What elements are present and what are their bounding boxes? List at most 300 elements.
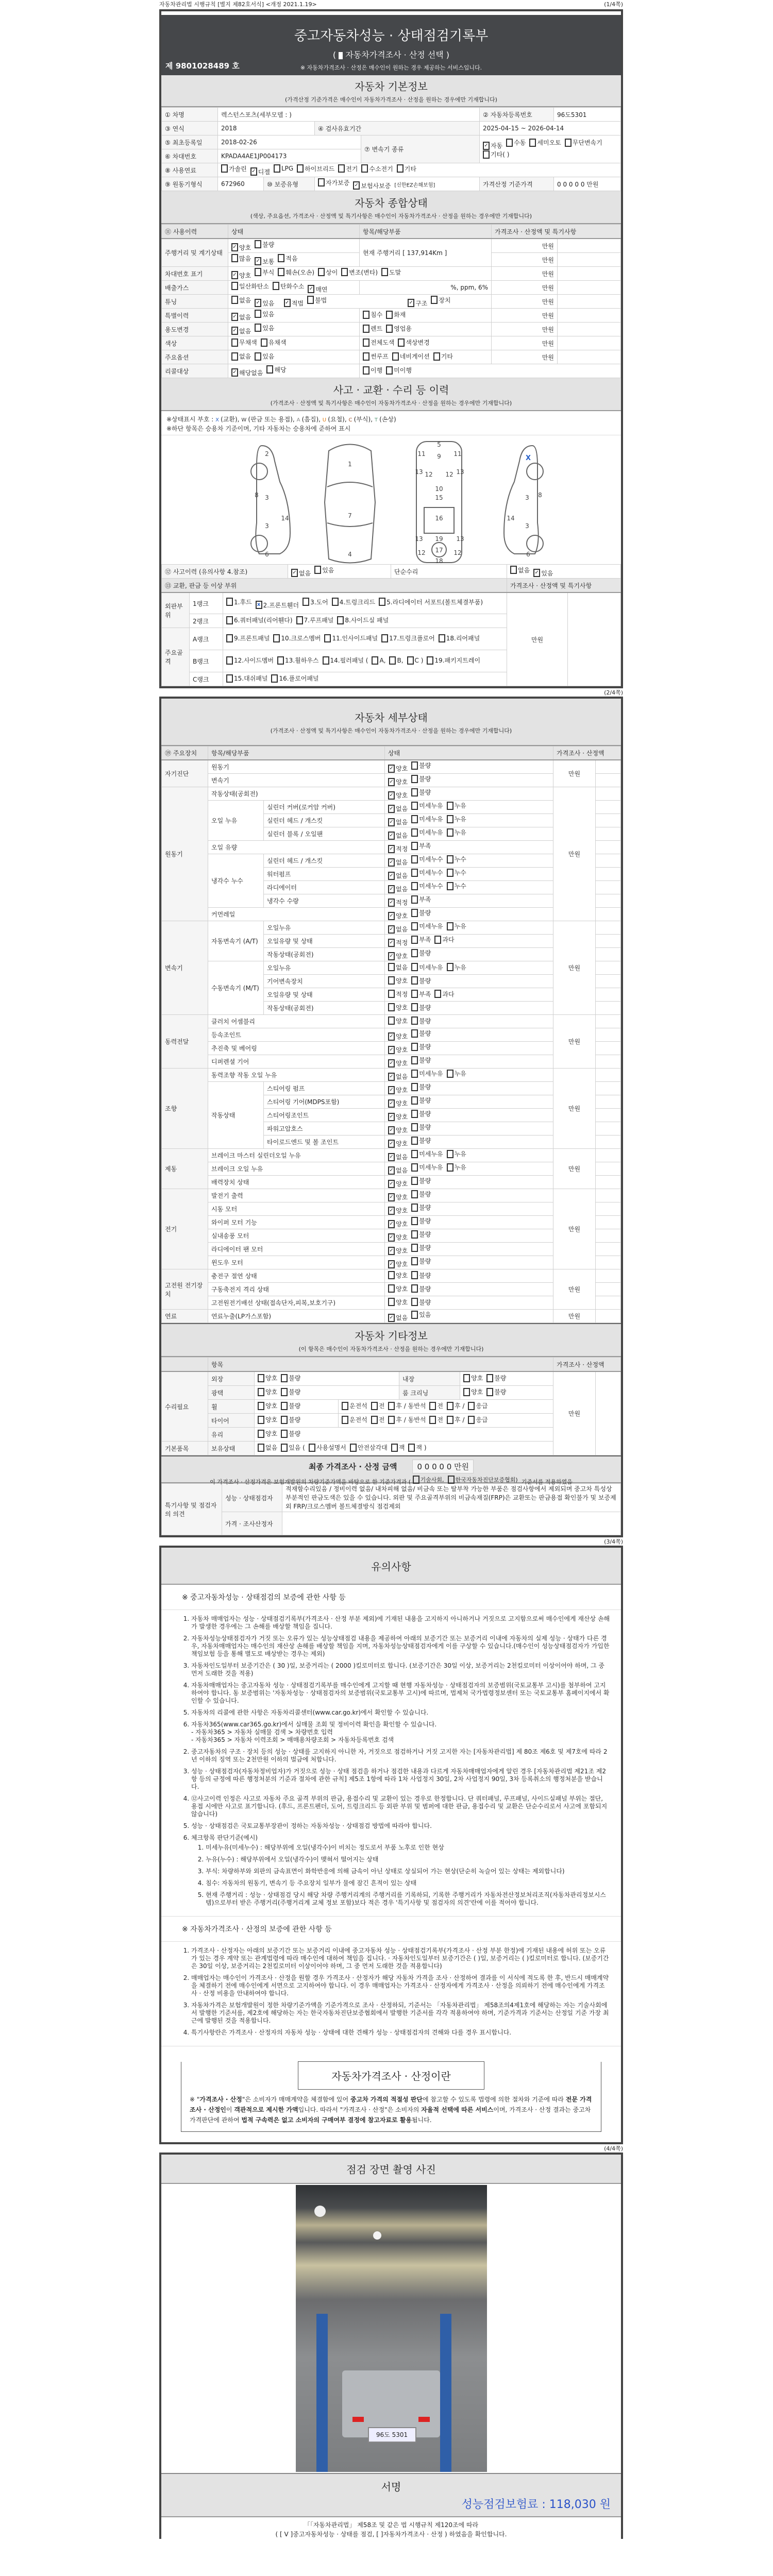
checkbox-option[interactable] [297, 164, 334, 173]
checkbox-option[interactable] [371, 1415, 385, 1424]
checkbox-option[interactable] [388, 844, 408, 853]
checkbox-option[interactable] [411, 1042, 431, 1051]
checkbox-option[interactable] [388, 831, 408, 840]
note-subitem: 3. 부식: 차량하부와 외판의 금속표면이 화학반응에 의해 금속이 아닌 상태로 상실되어 가는 현상(단순히 녹슬어 있는 상태는 제외합니다) [206, 1868, 611, 1875]
checkbox-option[interactable] [408, 1443, 426, 1452]
checkbox-option[interactable] [388, 1401, 426, 1410]
checkbox-option[interactable] [411, 895, 431, 904]
checkbox-option[interactable] [411, 1056, 431, 1064]
checkbox-option[interactable] [388, 963, 408, 972]
checkbox-icon [303, 598, 309, 606]
section-title: 유의사항 [371, 1560, 411, 1573]
checkbox-option[interactable] [231, 368, 263, 377]
checkbox-option[interactable] [278, 268, 314, 277]
checkbox-icon [411, 895, 418, 904]
checkbox-option[interactable] [388, 871, 408, 880]
checkbox-option[interactable] [255, 257, 274, 266]
checkbox-option[interactable] [397, 164, 416, 173]
option-label: 화재 [394, 311, 406, 319]
checkbox-option[interactable] [411, 1230, 431, 1239]
checkbox-option[interactable] [388, 1059, 408, 1067]
checkbox-option[interactable] [296, 616, 334, 624]
checkbox-option[interactable] [388, 791, 408, 800]
checkbox-option[interactable] [510, 566, 530, 574]
checkbox-icon [273, 634, 280, 642]
checkbox-option[interactable] [411, 788, 431, 796]
checkbox-option[interactable] [231, 296, 251, 304]
checkbox-option[interactable] [411, 922, 443, 930]
checkbox-icon [314, 566, 321, 574]
option-label: 양호 [396, 1234, 408, 1241]
status-options [385, 894, 553, 908]
checkbox-option[interactable] [388, 818, 408, 826]
checkbox-option[interactable] [468, 1415, 488, 1424]
checkbox-option[interactable] [361, 164, 393, 173]
checkbox-option[interactable] [388, 952, 408, 960]
checkbox-option[interactable] [388, 1139, 408, 1148]
checkbox-option[interactable] [363, 338, 394, 347]
checkbox-option[interactable] [429, 1401, 443, 1410]
checkbox-option[interactable] [231, 327, 251, 335]
checkbox-option[interactable] [281, 1429, 300, 1438]
col-price: 가격조사 · 산정액 및 특기사항 [492, 225, 621, 239]
checkbox-icon [318, 268, 325, 276]
label-rank-2: 2랭크 [190, 614, 223, 628]
checkbox-option[interactable] [277, 656, 318, 665]
checkbox-option[interactable] [388, 1415, 426, 1424]
checkbox-option[interactable] [338, 164, 358, 173]
option-label: 전 [437, 1402, 444, 1410]
checkbox-icon [411, 1043, 418, 1051]
checkbox-option[interactable] [231, 282, 269, 291]
checkbox-option[interactable] [350, 1443, 388, 1452]
checkbox-option[interactable] [408, 299, 427, 308]
checkbox-option[interactable] [411, 1298, 431, 1307]
checkbox-option[interactable] [342, 1401, 367, 1410]
checkbox-option[interactable] [434, 990, 454, 998]
option-label: 16.플로어패널 [279, 675, 319, 683]
option-label: 자동 [491, 142, 503, 150]
checkbox-option[interactable] [463, 1387, 483, 1396]
option-label: 후 / [455, 1402, 465, 1410]
checkbox-option[interactable] [411, 1136, 431, 1145]
checkbox-option[interactable] [258, 1387, 277, 1396]
note-text: 자동차가격은 보험개발원이 정한 차량기준가액을 기준가격으로 조사 · 산정하되, 기준서는 「자동차관리법」 제58조의4제1호에 해당하는 자는 기술사회에서 발행한 기준서를, 제2호에 해당하는 자는 한국자동차진단보증협회에서 발행한 기준서를 각각 적용하여야 하며, 기준가격과 기준서는 산정일 기준 가장 최근에 발행된 것을 적용합니다. [191, 2002, 609, 2024]
option-label: 14.필러패널 ( [330, 657, 368, 665]
detail-row [162, 1055, 621, 1069]
checkbox-option[interactable] [309, 1443, 346, 1452]
checkbox-icon [388, 963, 395, 971]
checkbox-option[interactable] [388, 858, 408, 867]
checkbox-option[interactable] [388, 976, 408, 985]
checkbox-option[interactable] [392, 352, 430, 361]
checkbox-option[interactable] [291, 569, 311, 578]
checkbox-icon [447, 802, 453, 810]
checkbox-option[interactable] [388, 1016, 408, 1025]
checkbox-option[interactable] [388, 1003, 408, 1012]
remark [558, 309, 621, 323]
checkbox-option[interactable] [388, 777, 408, 786]
checkbox-option[interactable] [411, 1216, 431, 1225]
checkbox-option[interactable] [388, 764, 408, 773]
checkbox-icon [226, 674, 233, 683]
checkbox-option[interactable] [318, 178, 349, 187]
checkbox-option[interactable] [411, 1257, 431, 1265]
checkbox-option[interactable] [411, 1069, 443, 1078]
checkbox-option[interactable] [258, 1415, 277, 1424]
option-label: 양호 [396, 1207, 408, 1214]
checkbox-option[interactable] [411, 774, 431, 783]
option-label: 후 / 동반석 [396, 1402, 426, 1410]
checkbox-option[interactable] [231, 271, 251, 280]
checkbox-option[interactable] [226, 598, 252, 606]
note-item [191, 1721, 611, 1744]
checkbox-option[interactable] [388, 1219, 408, 1228]
checkbox-option[interactable] [388, 1233, 408, 1242]
checkbox-option[interactable] [411, 1284, 431, 1293]
checkbox-icon [258, 1374, 264, 1382]
checkbox-option[interactable] [281, 1374, 300, 1382]
checkbox-option[interactable] [388, 1271, 408, 1280]
checkbox-option[interactable] [447, 1415, 464, 1424]
checkbox-option[interactable] [448, 1476, 518, 1484]
note-text: 자동차365(www.car365.go.kr)에서 실매물 조회 및 정비이력 확인을 확인할 수 있습니다. [191, 1721, 437, 1728]
checkbox-option[interactable] [388, 1246, 408, 1255]
checkbox-option[interactable] [372, 656, 385, 665]
checkbox-option[interactable] [255, 352, 274, 361]
checkbox-option[interactable] [388, 1166, 408, 1175]
checkbox-option[interactable] [434, 935, 454, 944]
checkbox-option[interactable] [463, 1374, 483, 1382]
checkbox-option[interactable] [371, 1401, 385, 1410]
notes-heading-price: ※ 자동차가격조사 · 산정의 보증에 관한 사항 등 [161, 1916, 621, 1942]
checkbox-option[interactable] [363, 366, 382, 375]
checkbox-option[interactable] [411, 815, 443, 823]
checkbox-option[interactable] [388, 1298, 408, 1307]
checkbox-option[interactable] [388, 911, 408, 920]
checkbox-option[interactable] [258, 1374, 277, 1382]
checkbox-option[interactable] [308, 285, 327, 294]
box-text-segment: 가격조사 · 산정 [199, 2096, 242, 2103]
option-label: 양호 [396, 765, 408, 772]
note-item [191, 1974, 611, 1997]
remark [596, 814, 621, 827]
checkbox-option[interactable] [363, 310, 382, 319]
checkbox-option[interactable] [388, 1099, 408, 1108]
checkbox-option[interactable] [250, 167, 270, 176]
checkbox-option[interactable] [447, 1401, 464, 1410]
checkbox-option[interactable] [483, 150, 509, 159]
checkbox-option[interactable] [226, 674, 267, 683]
item-label: 충전구 절연 상태 [208, 1269, 385, 1283]
option-label: 응급 [476, 1402, 488, 1410]
checkbox-option[interactable] [231, 352, 251, 361]
checkbox-option[interactable] [447, 828, 466, 837]
option-label: 불량 [419, 1043, 431, 1050]
checkbox-icon [281, 1388, 288, 1396]
checkbox-option[interactable] [411, 1082, 431, 1091]
checkbox-option[interactable] [411, 1123, 431, 1131]
checked-box-icon: ✓ [388, 1314, 395, 1322]
checkbox-option[interactable] [337, 616, 389, 624]
checkbox-option[interactable] [274, 164, 293, 173]
item-label: 라디에이터 팬 모터 [208, 1243, 385, 1256]
checkbox-option[interactable] [386, 324, 412, 333]
diagram-part-label: 4 [348, 551, 352, 558]
checkbox-option[interactable] [341, 268, 378, 277]
checkbox-option[interactable] [533, 569, 553, 578]
checkbox-option[interactable] [427, 656, 480, 665]
checkbox-option[interactable] [411, 761, 431, 770]
option-label: 2.프론트휀더 [263, 601, 299, 609]
checkbox-option[interactable] [226, 656, 274, 665]
checked-box-icon: ✓ [483, 142, 490, 150]
checkbox-option[interactable] [411, 1096, 431, 1105]
checkbox-option[interactable] [447, 922, 466, 930]
checkbox-option[interactable] [411, 801, 443, 810]
checkbox-icon [411, 1083, 418, 1091]
option-label: 양호 [396, 1180, 408, 1188]
checkbox-option[interactable] [506, 138, 526, 147]
checkbox-option[interactable] [271, 674, 318, 683]
checkbox-option[interactable] [388, 990, 408, 998]
checkbox-option[interactable] [388, 885, 408, 893]
checkbox-option[interactable] [258, 1401, 277, 1410]
checkbox-option[interactable] [363, 324, 382, 333]
checkbox-option[interactable] [411, 908, 431, 917]
checkbox-option[interactable] [342, 1415, 367, 1424]
option-label: 12.사이드멤버 [234, 657, 274, 665]
item-label: 워터펌프 [264, 868, 385, 881]
checkbox-option[interactable] [411, 1149, 443, 1158]
label-vin-mark: 차대번호 표기 [162, 267, 228, 281]
checkbox-option[interactable] [226, 616, 293, 624]
checkbox-option[interactable] [447, 815, 466, 823]
checkbox-option[interactable] [411, 1310, 431, 1319]
checkbox-option[interactable] [411, 990, 431, 998]
item-label: 오일유량 및 상태 [264, 988, 385, 1002]
checkbox-option[interactable] [261, 338, 287, 347]
signature-title: 서명 [381, 2481, 401, 2493]
checkbox-option[interactable] [411, 1203, 431, 1212]
checkbox-option[interactable] [388, 1260, 408, 1268]
checkbox-option[interactable] [281, 1387, 300, 1396]
checkbox-option[interactable] [386, 366, 412, 375]
checkbox-option[interactable] [266, 365, 286, 374]
checkbox-option[interactable] [363, 352, 389, 361]
checkbox-option[interactable] [389, 656, 403, 665]
option-label: 불량 [494, 1388, 507, 1396]
checkbox-option[interactable] [468, 1401, 488, 1410]
checkbox-option[interactable] [226, 634, 270, 642]
checkbox-option[interactable] [381, 634, 435, 642]
checkbox-option[interactable] [388, 938, 408, 947]
option-label: 불량 [419, 775, 431, 783]
checkbox-option[interactable] [411, 1176, 431, 1185]
price-won: 만원 [553, 1015, 596, 1069]
checkbox-icon [411, 1070, 418, 1078]
option-label: 안전삼각대 [357, 1444, 388, 1452]
checkbox-option[interactable] [314, 566, 334, 574]
checkbox-icon [407, 656, 414, 665]
lift-pillar [440, 2314, 451, 2472]
diagram-part-label: 11 [453, 450, 462, 457]
checkbox-option[interactable] [411, 1109, 431, 1118]
checkbox-option[interactable] [388, 1072, 408, 1081]
checkbox-option[interactable] [429, 1415, 443, 1424]
checkbox-option[interactable] [255, 268, 274, 277]
remark [558, 295, 621, 309]
checkbox-option[interactable] [411, 868, 443, 877]
checkbox-option[interactable] [258, 1443, 277, 1452]
legend-desc: (손상) [379, 416, 396, 423]
checkbox-icon [411, 1163, 418, 1172]
col-price: 가격조사 · 산정액 및 특기사항 [507, 579, 621, 593]
option-label: 있음 [419, 1311, 431, 1318]
current-mileage: 현재 주행거리 [ 137,914Km ] [360, 239, 492, 267]
checkbox-option[interactable] [411, 1190, 431, 1198]
col-item: 항목/해당부품 [208, 747, 385, 760]
checkbox-option[interactable] [323, 656, 368, 665]
option-label: 불량 [419, 950, 431, 957]
checkbox-option[interactable] [353, 181, 391, 190]
checkbox-option[interactable] [411, 1243, 431, 1252]
checkbox-option[interactable] [439, 634, 480, 642]
checkbox-option[interactable] [411, 1029, 431, 1038]
checkbox-option[interactable] [411, 963, 443, 972]
checkbox-option[interactable] [278, 254, 297, 263]
checkbox-option[interactable] [231, 254, 251, 263]
remark [596, 827, 621, 841]
checkbox-option[interactable] [258, 1429, 277, 1438]
checkbox-option[interactable] [411, 855, 443, 863]
checkbox-option[interactable] [447, 868, 466, 877]
option-label: 훼손(오손) [285, 268, 315, 276]
checkbox-option[interactable] [411, 1271, 431, 1280]
checkbox-option[interactable] [411, 1003, 431, 1012]
checkbox-option[interactable] [281, 1415, 300, 1424]
checkbox-option[interactable] [381, 268, 401, 277]
checkbox-option[interactable] [411, 1163, 443, 1172]
sub-group-label: 자동변속기 (A/T) [208, 921, 264, 961]
note-item [191, 1662, 611, 1677]
rank-b-parts [223, 650, 507, 672]
checkbox-option[interactable] [388, 804, 408, 813]
checkbox-option[interactable] [231, 338, 257, 347]
checkbox-option[interactable] [529, 138, 561, 147]
checkbox-option[interactable] [255, 299, 274, 308]
checkbox-option[interactable] [486, 1387, 506, 1396]
checkbox-option[interactable] [332, 598, 375, 606]
checkbox-option[interactable] [281, 1443, 305, 1452]
checkbox-option[interactable] [411, 976, 431, 985]
checkbox-option[interactable] [386, 310, 406, 319]
checkbox-option[interactable] [273, 282, 304, 291]
checkbox-option[interactable] [388, 1045, 408, 1054]
checkbox-option[interactable] [221, 164, 247, 173]
checkbox-option[interactable] [447, 882, 466, 890]
checkbox-option[interactable] [273, 634, 321, 642]
checkbox-option[interactable] [411, 1016, 431, 1025]
checkbox-option[interactable] [447, 963, 466, 972]
checkbox-option[interactable] [447, 855, 466, 863]
checkbox-option[interactable] [388, 925, 408, 934]
checkbox-option[interactable] [483, 141, 502, 150]
checkbox-option[interactable] [388, 1284, 408, 1293]
checkbox-option[interactable] [255, 310, 274, 318]
label-main-frame: 주요골격 [162, 628, 190, 686]
checkbox-option[interactable] [307, 296, 327, 304]
diagram-part-label: 5 [437, 441, 441, 448]
checkbox-option[interactable] [379, 598, 483, 606]
checkbox-option[interactable] [388, 1086, 408, 1094]
checkbox-option[interactable] [413, 1476, 444, 1484]
checkbox-option[interactable] [398, 338, 429, 347]
checkbox-option[interactable] [411, 882, 443, 890]
checkbox-option[interactable] [388, 1313, 408, 1322]
note-text: 가격조사 · 산정자는 아래의 보증기간 또는 보증거리 이내에 중고자동차 성능 · 상태점검기록부(가격조사 · 산정 부분 한정)에 기재된 내용에 허위 또는 오류가 있는 경우 계약 또는 관계법령에 따라 매수인에 대하여 책임을 집니다. · 자동차인도일부터 보증기간은 ( )일, 보증거리는 ( )킬로미터로 합니다. (보증기간은 30일 이상, 보증거리는 2천킬로미터 이상이어야 하며, 그 중 먼저 도래한 것을 적용합니다) [191, 1947, 609, 1970]
checkbox-option[interactable] [431, 296, 450, 304]
checkbox-option[interactable] [433, 352, 453, 361]
tuning-type-options [408, 298, 454, 306]
checkbox-option[interactable] [447, 801, 466, 810]
checkbox-icon [307, 296, 314, 304]
checkbox-icon [434, 936, 441, 944]
option-label: 누유 [454, 802, 466, 809]
wheel-icon [251, 463, 267, 480]
checkbox-option[interactable] [324, 634, 378, 642]
label-interior: 내장 [399, 1371, 460, 1386]
checkbox-option[interactable] [256, 601, 299, 609]
signature-header [161, 2473, 621, 2517]
checkbox-option[interactable] [388, 1126, 408, 1134]
checkbox-option[interactable] [388, 1179, 408, 1188]
checkbox-option[interactable] [388, 1153, 408, 1161]
checkbox-option[interactable] [281, 1401, 300, 1410]
checked-box-icon: ✓ [388, 899, 395, 907]
checkbox-option[interactable] [411, 828, 443, 837]
checkbox-option[interactable] [411, 935, 431, 944]
checkbox-option[interactable] [447, 1163, 466, 1172]
status-options [385, 827, 553, 841]
checkbox-option[interactable] [391, 1443, 405, 1452]
checkbox-option[interactable] [303, 598, 328, 606]
option-label: 미세누유 [419, 829, 443, 836]
checkbox-option[interactable] [388, 1206, 408, 1215]
checkbox-option[interactable] [411, 948, 431, 957]
checked-box-icon: ✓ [388, 872, 395, 880]
option-label: 장치 [439, 296, 451, 304]
item-label: 스티어링 펌프 [264, 1082, 385, 1095]
checkbox-option[interactable] [411, 841, 431, 850]
checkbox-option[interactable] [255, 240, 274, 249]
checkbox-option[interactable] [486, 1374, 506, 1382]
checkbox-option[interactable] [407, 656, 424, 665]
checkbox-option[interactable] [388, 1193, 408, 1201]
checkbox-option[interactable] [318, 268, 338, 277]
checkbox-option[interactable] [565, 138, 602, 147]
rank-2-parts [223, 614, 507, 628]
checkbox-option[interactable] [447, 1069, 466, 1078]
checkbox-option[interactable] [447, 1149, 466, 1158]
checkbox-option[interactable] [388, 1032, 408, 1041]
checkbox-option[interactable] [255, 324, 274, 332]
checkbox-option[interactable] [284, 299, 304, 308]
checkbox-option[interactable] [388, 1112, 408, 1121]
checkbox-option[interactable] [231, 243, 251, 252]
checkbox-option[interactable] [231, 313, 251, 321]
checkbox-option[interactable] [388, 898, 408, 907]
